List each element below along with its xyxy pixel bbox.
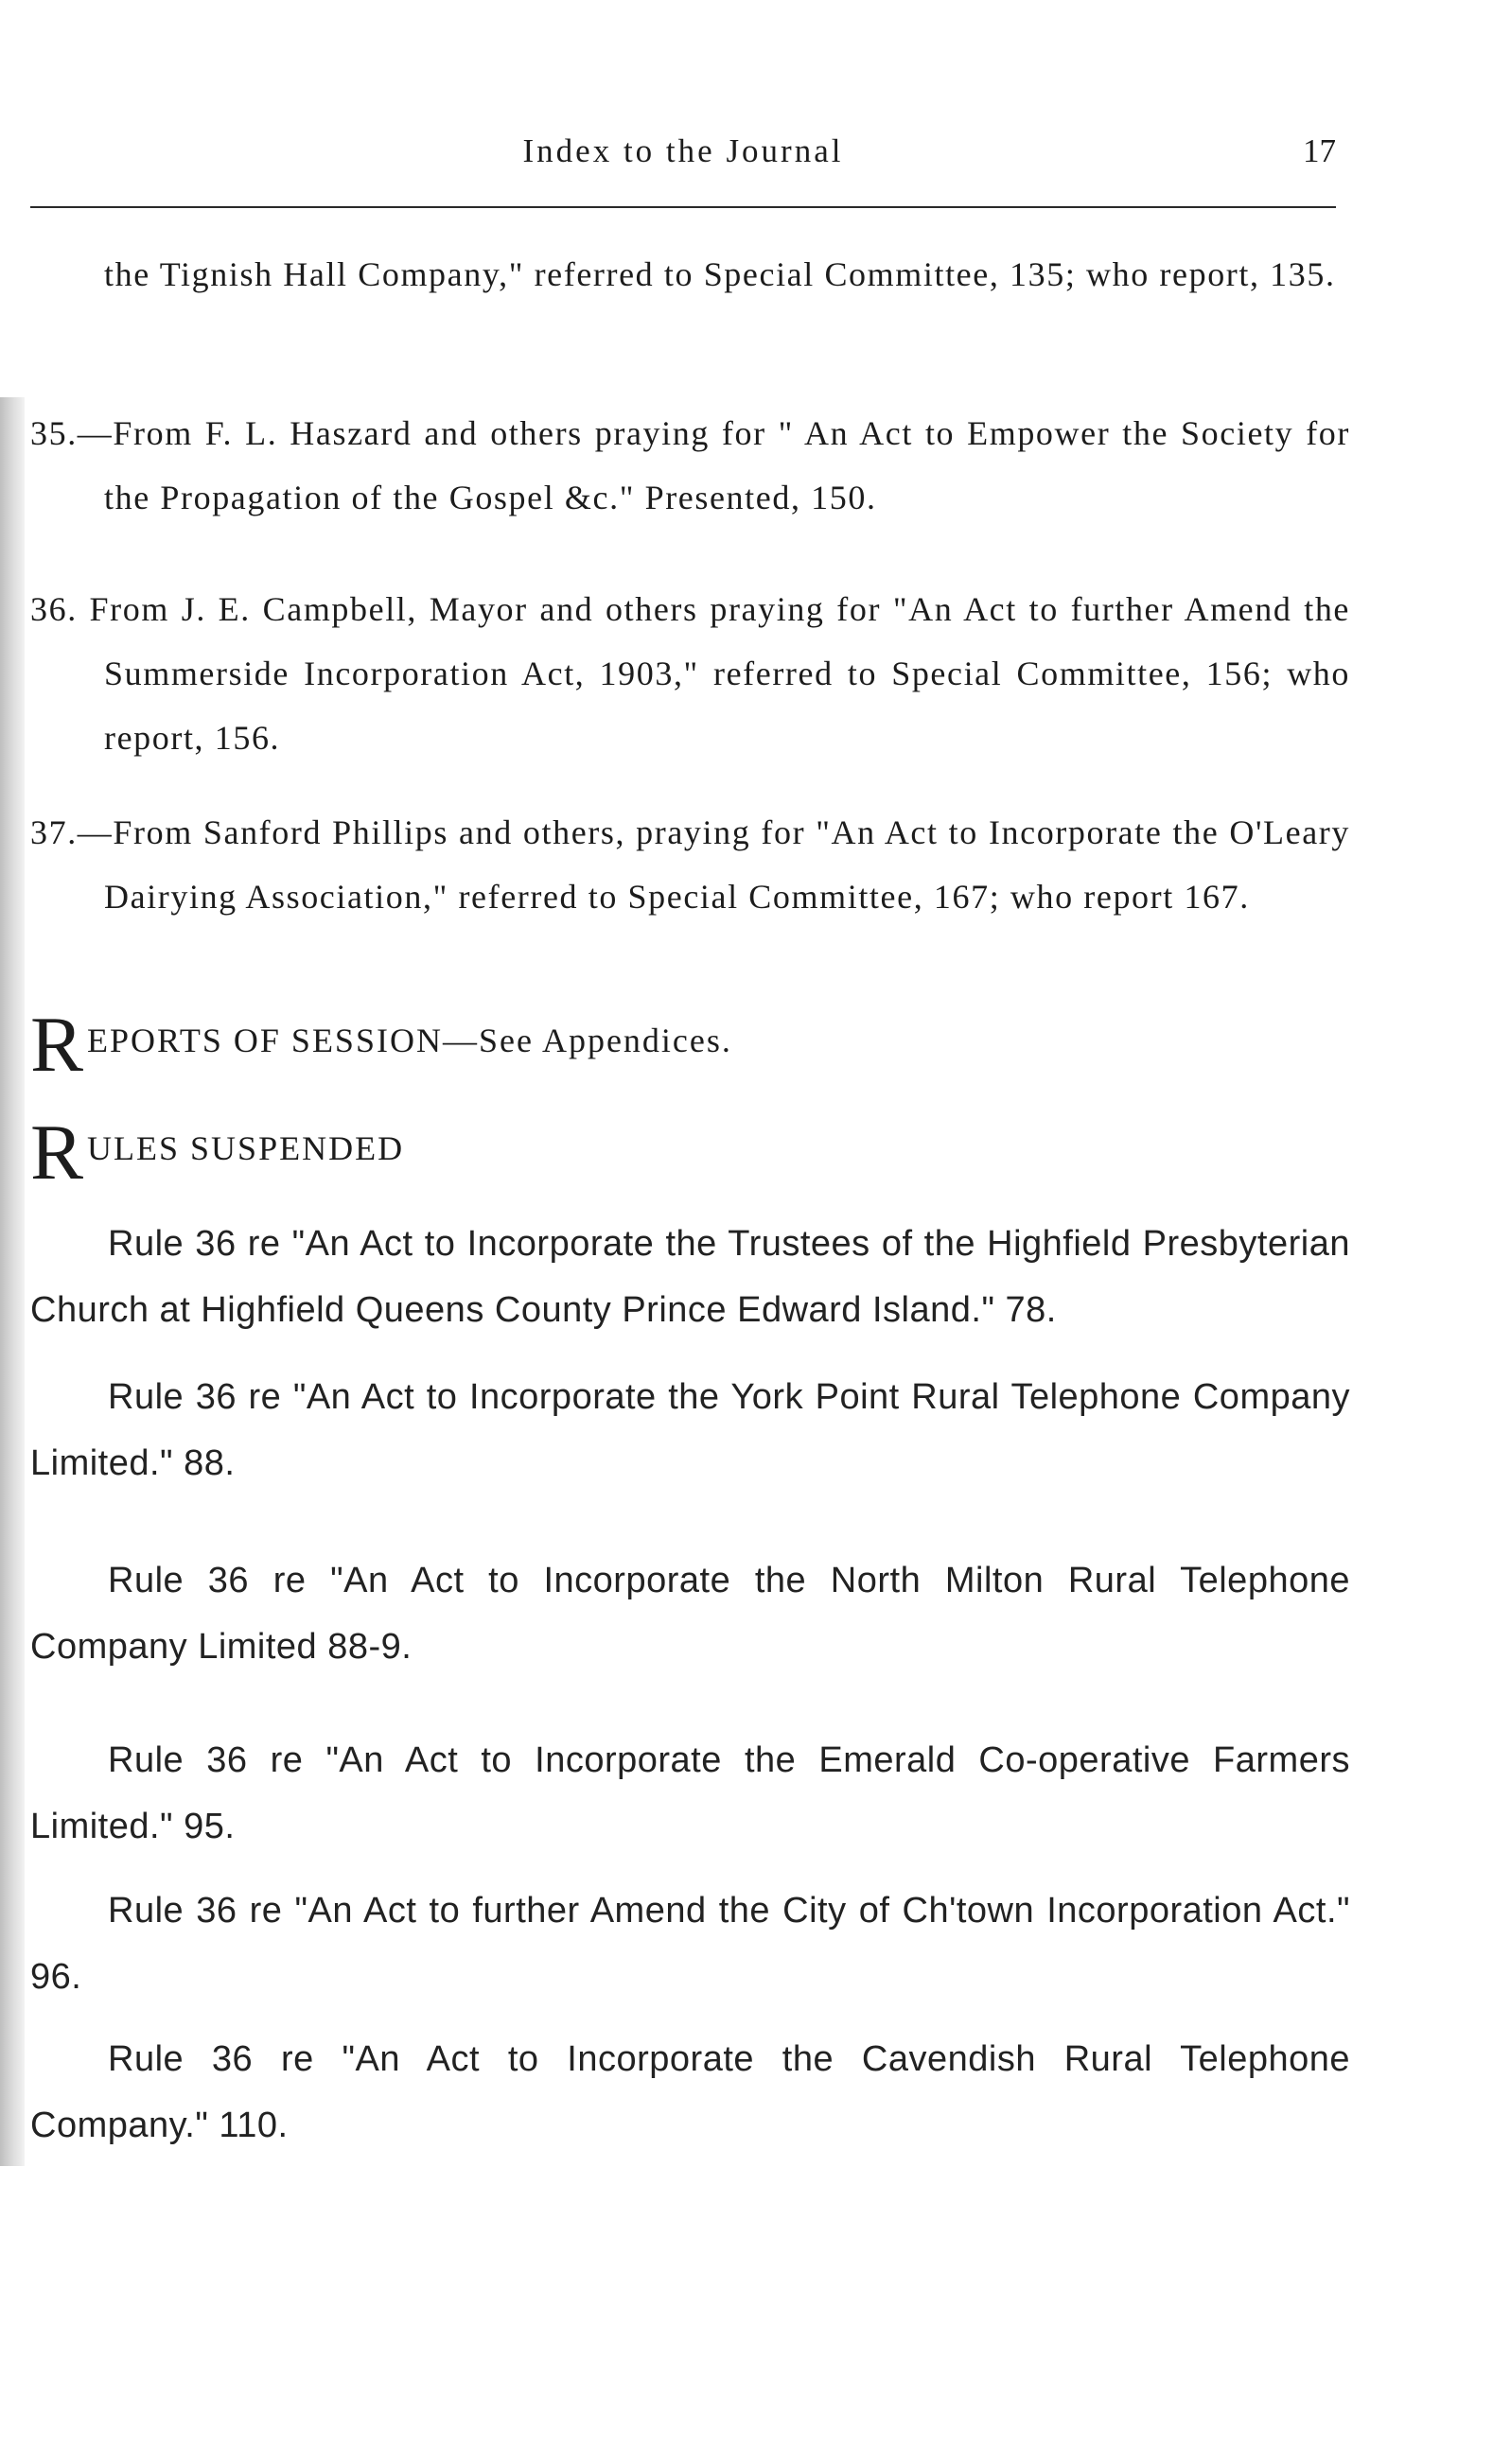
rule-entry: Rule 36 re "An Act to Incorporate the York Point Rural Telephone Company Limited." 88. — [30, 1377, 1350, 1483]
section-heading-reports-of-session — [30, 1001, 732, 1089]
petition-continuation — [30, 242, 1350, 306]
petition-item-35 — [30, 401, 1350, 530]
petition-text: the Tignish Hall Company," referred to Special Committee, 135; who report, 135. — [104, 255, 1336, 293]
section-heading-rules-suspended — [30, 1109, 405, 1197]
drop-cap: R — [30, 1109, 86, 1197]
page-binding-shadow — [0, 397, 25, 2166]
drop-cap: R — [30, 1001, 86, 1089]
rule-entry: Rule 36 re "An Act to Incorporate the North Milton Rural Telephone Company Limited 88-9. — [30, 1561, 1350, 1667]
section-heading-text: EPORTS OF SESSION—See Appendices. — [87, 1022, 732, 1059]
section-heading-text: ULES SUSPENDED — [87, 1129, 405, 1167]
page-number: 17 — [1303, 132, 1336, 169]
petition-text: 36. From J. E. Campbell, Mayor and others praying for "An Act to further Amend the Summerside Incorporation Act, 1903," referred to Special Committee, 156; who report, 156. — [30, 590, 1350, 757]
petition-text: 35.—From F. L. Haszard and others praying for " An Act to Empower the Society for the Propagation of the Gospel &c." Presented, 150. — [30, 414, 1350, 516]
petition-text: 37.—From Sanford Phillips and others, praying for "An Act to Incorporate the O'Leary Dairying Association," referred to Special Committee, 167; who report 167. — [30, 813, 1350, 916]
page-header — [30, 132, 1336, 180]
petition-item-37 — [30, 800, 1350, 929]
header-rule — [30, 206, 1336, 208]
rule-entry: Rule 36 re "An Act to further Amend the City of Ch'town Incorporation Act." 96. — [30, 1891, 1350, 1997]
petition-item-36 — [30, 577, 1350, 770]
rule-entry: Rule 36 re "An Act to Incorporate the Cavendish Rural Telephone Company." 110. — [30, 2039, 1350, 2145]
rule-entry: Rule 36 re "An Act to Incorporate the Emerald Co-operative Farmers Limited." 95. — [30, 1740, 1350, 1846]
running-title: Index to the Journal — [522, 132, 844, 169]
rule-entry: Rule 36 re "An Act to Incorporate the Trustees of the Highfield Presbyterian Church at Highfield Queens County Prince Edward Island." 78. — [30, 1224, 1350, 1330]
